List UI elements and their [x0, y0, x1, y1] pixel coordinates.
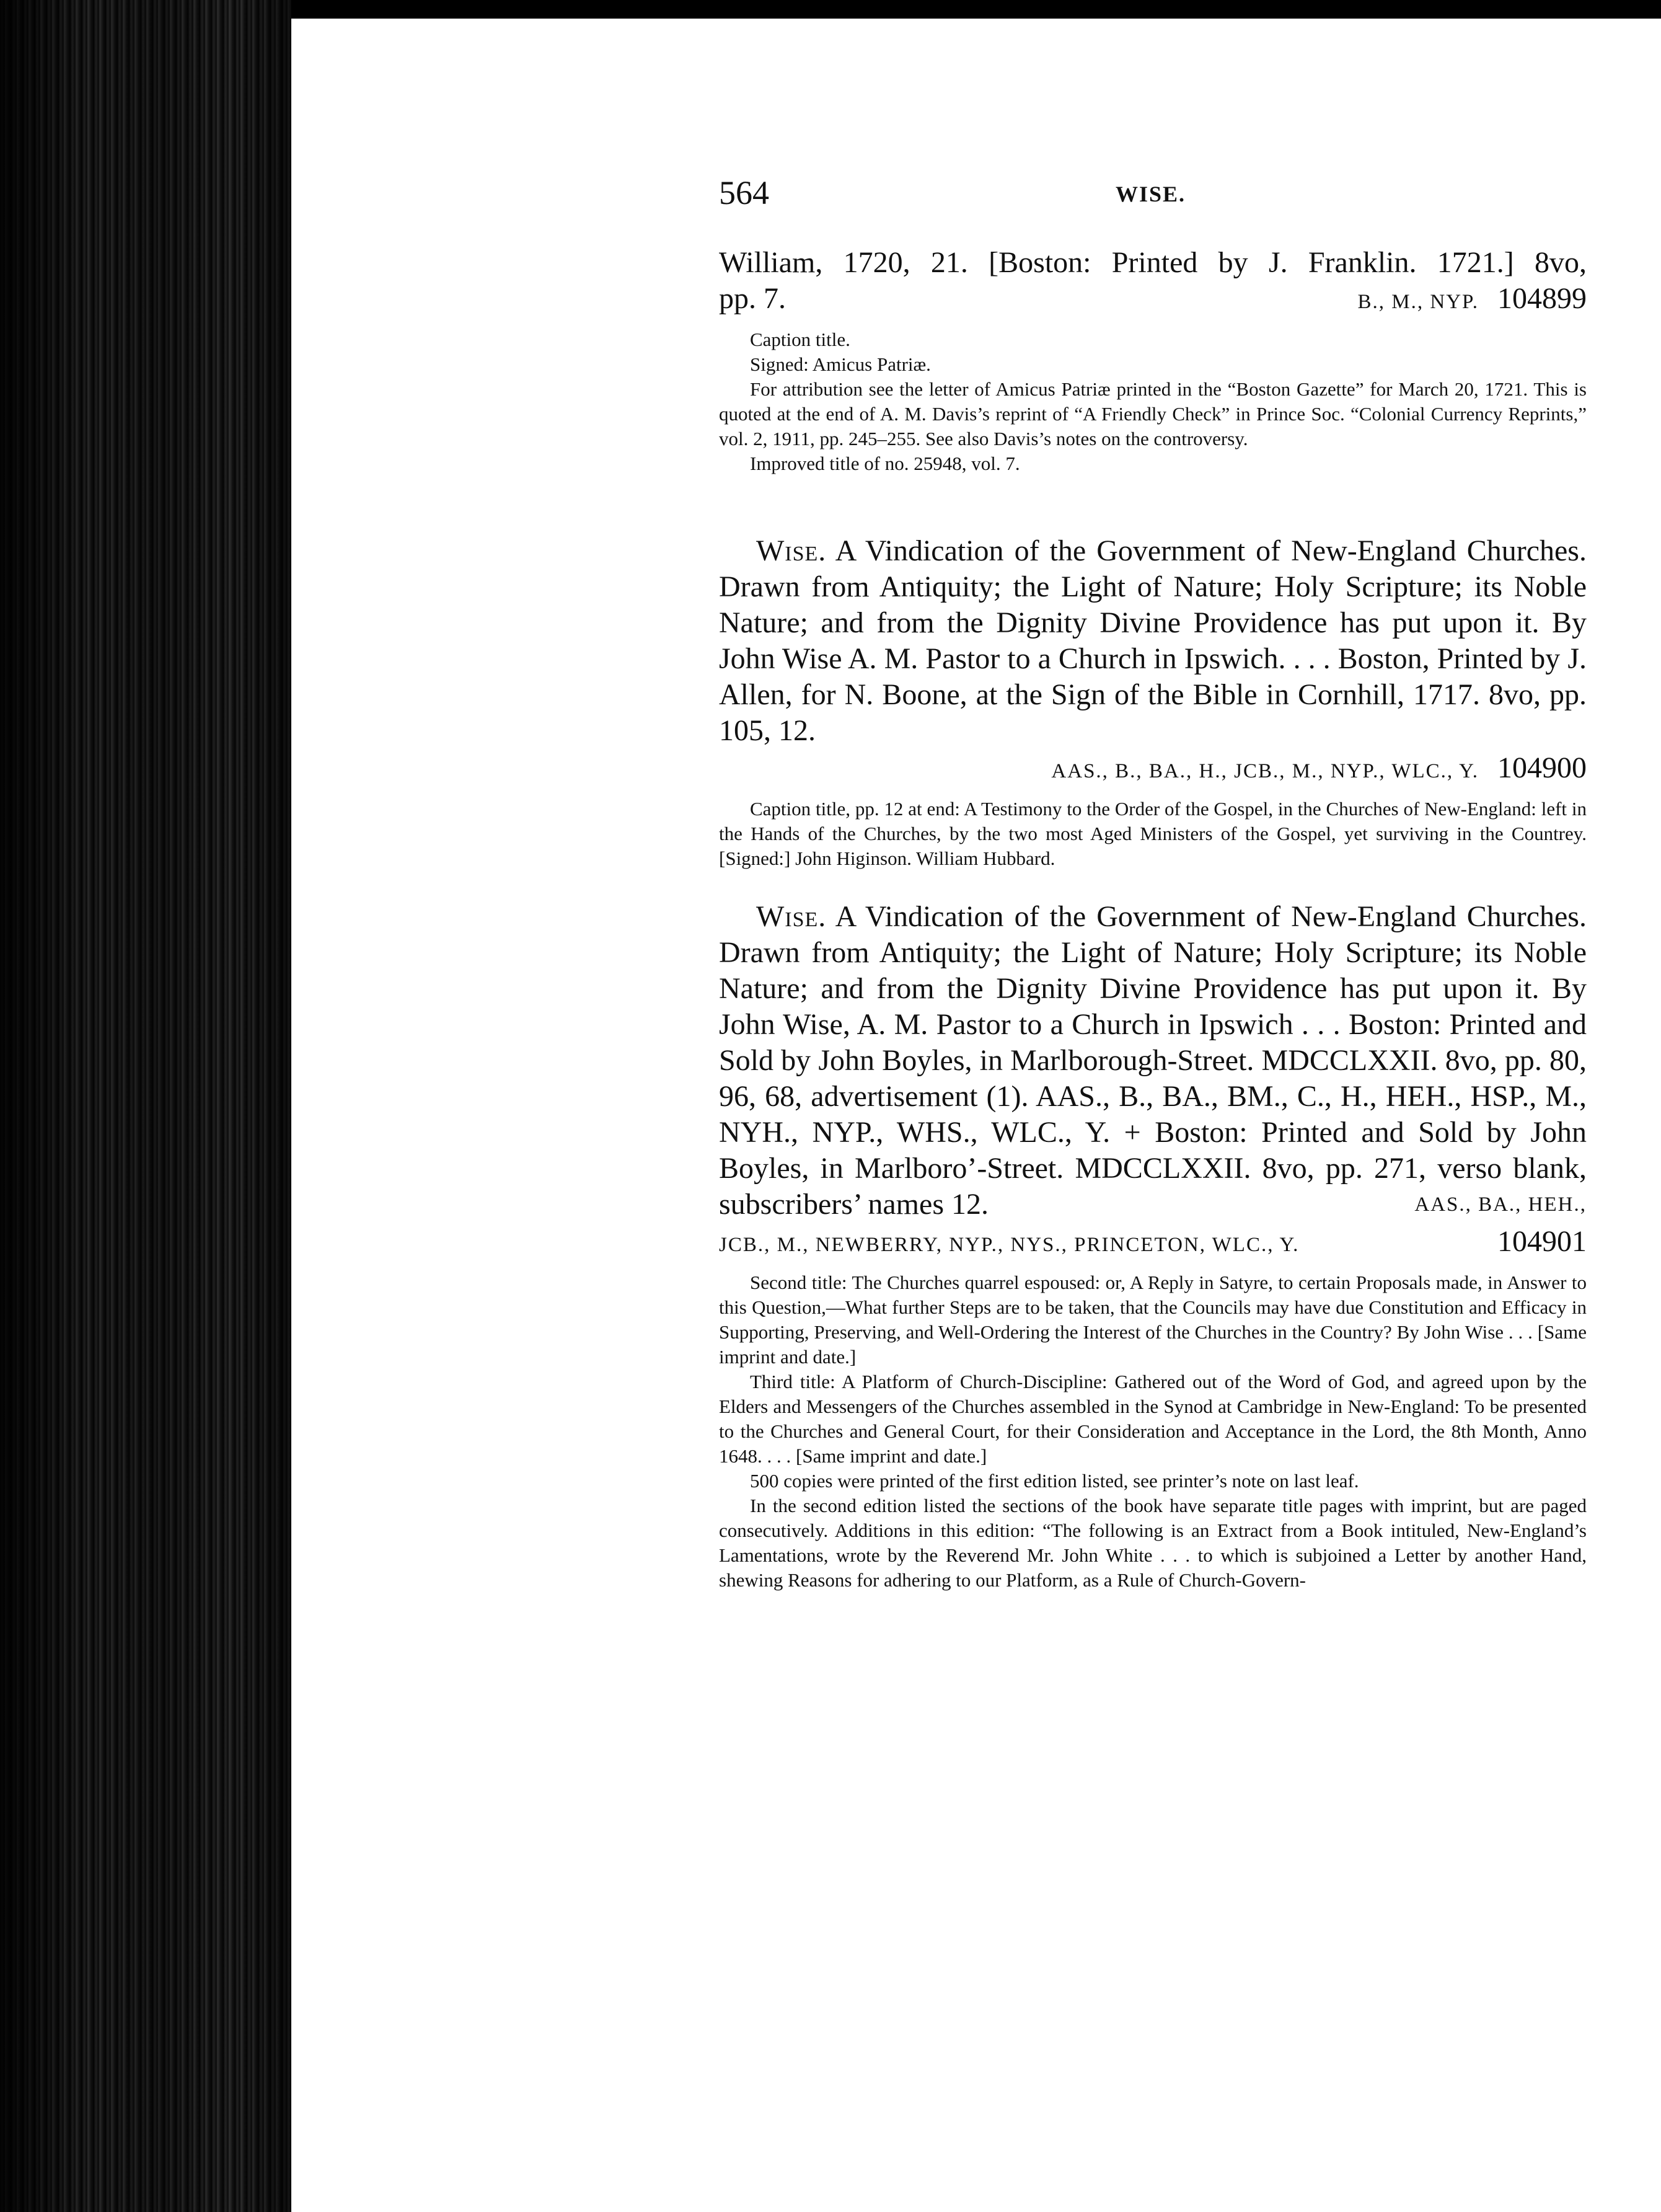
entry-line: William, 1720, 21. [Boston: Printed by J. Franklin. 1721.] 8vo, — [719, 246, 1587, 279]
entry-holdings-row — [719, 281, 1587, 320]
page-header — [719, 174, 1587, 223]
book-page — [291, 19, 1661, 2212]
holding-locations: JCB., M., NEWBERRY, NYP., NYS., PRINCETON, WLC., Y. — [719, 1234, 1300, 1256]
entry-holdings-row — [719, 749, 1587, 790]
entry-104901 — [719, 899, 1587, 1593]
entry-author: Wise. — [756, 900, 827, 933]
holding-locations-tail: AAS., BA., HEH., — [1414, 1193, 1587, 1216]
note: Third title: A Platform of Church-Discipline: Gathered out of the Word of God, and agreed upon by the Elders and Messengers of the Churches assembled in the Synod at Cambridge in New-England: To be presented to the Churches and General Court, for their Consideration and Acceptance in the Lord, the 8th Month, Anno 1648. . . . [Same imprint and date.] — [719, 1371, 1587, 1467]
holding-locations: AAS., B., BA., H., JCB., M., NYP., WLC., Y. — [1051, 760, 1479, 782]
page-number: 564 — [719, 174, 769, 211]
entry-pages: pp. 7. — [719, 282, 786, 315]
entry-notes — [719, 1270, 1587, 1593]
entry-number: 104899 — [1497, 282, 1587, 315]
entry-title: A Vindication of the Government of New-England Churches. Drawn from Antiquity; the Light of Nature; Holy Scripture; its Noble Nature; and from the Dignity Divine Providence has put upon it. By John Wise A. M. Pastor to a Church in Ipswich. . . . Boston, Printed by J. Allen, for N. Boone, at the Sign of the Bible in Cornhill, 1717. 8vo, pp. 105, 12. — [719, 534, 1587, 747]
note: Second title: The Churches quarrel espoused: or, A Reply in Satyre, to certain Proposals made, in Answer to this Question,—What further Steps are to be taken, that the Councils may have due Constitution and Efficacy in Supporting, Preserving, and Well-Ordering the Interest of the Churches in the Country? By John Wise . . . [Same imprint and date.] — [719, 1272, 1587, 1368]
entry-104900 — [719, 533, 1587, 871]
note: In the second edition listed the sections of the book have separate title pages with imprint, but are paged consecutively. Additions in this edition: “The following is an Extract from a Book intituled, New-England’s Lamentations, wrote by the Reverend Mr. John White . . . to which is subjoined a Letter by another Hand, shewing Reasons for adhering to our Platform, as a Rule of Church-Govern- — [719, 1495, 1587, 1591]
note: Caption title. — [750, 329, 850, 350]
book-spine-edge — [0, 0, 291, 2212]
entry-number: 104901 — [1497, 1225, 1587, 1258]
note: 500 copies were printed of the first edition listed, see printer’s note on last leaf. — [750, 1470, 1359, 1492]
entry-number: 104900 — [1497, 751, 1587, 784]
entry-title: A Vindication of the Government of New-England Churches. Drawn from Antiquity; the Light of Nature; Holy Scripture; its Noble Nature; and from the Dignity Divine Providence has put upon it. By John Wise, A. M. Pastor to a Church in Ipswich . . . Boston: Printed and Sold by John Boyles, in Marlborough-Street. MDCCLXXII. 8vo, pp. 80, 96, 68, advertisement (1). AAS., B., BA., BM., C., H., HEH., HSP., M., NYH., NYP., WHS., WLC., Y. + Boston: Printed and Sold by John Boyles, in Marlboro’-Street. MDCCLXXII. 8vo, pp. 271, verso blank, subscribers’ names 12. — [719, 900, 1587, 1221]
entry-holdings-row — [719, 1223, 1587, 1264]
note: Caption title, pp. 12 at end: A Testimony to the Order of the Gospel, in the Churches of New-England: left in the Hands of the Churches, by the two most Aged Ministers of the Gospel, yet surviving in the Countrey. [Signed:] John Higinson. William Hubbard. — [719, 798, 1587, 869]
entry-text — [719, 899, 1587, 1223]
note: Signed: Amicus Patriæ. — [750, 353, 931, 375]
entry-text — [719, 533, 1587, 749]
running-head: WISE. — [1116, 182, 1186, 206]
entry-author: Wise. — [756, 534, 827, 567]
entry-notes — [719, 327, 1587, 476]
entry-104899 — [719, 245, 1587, 476]
note: For attribution see the letter of Amicus Patriæ printed in the “Boston Gazette” for March 20, 1721. This is quoted at the end of A. M. Davis’s reprint of “A Friendly Check” in Prince Soc. “Colonial Currency Reprints,” vol. 2, 1911, pp. 245–255. See also Davis’s notes on the controversy. — [719, 378, 1587, 449]
holding-locations: B., M., NYP. — [1357, 291, 1479, 313]
note: Improved title of no. 25948, vol. 7. — [750, 453, 1020, 474]
